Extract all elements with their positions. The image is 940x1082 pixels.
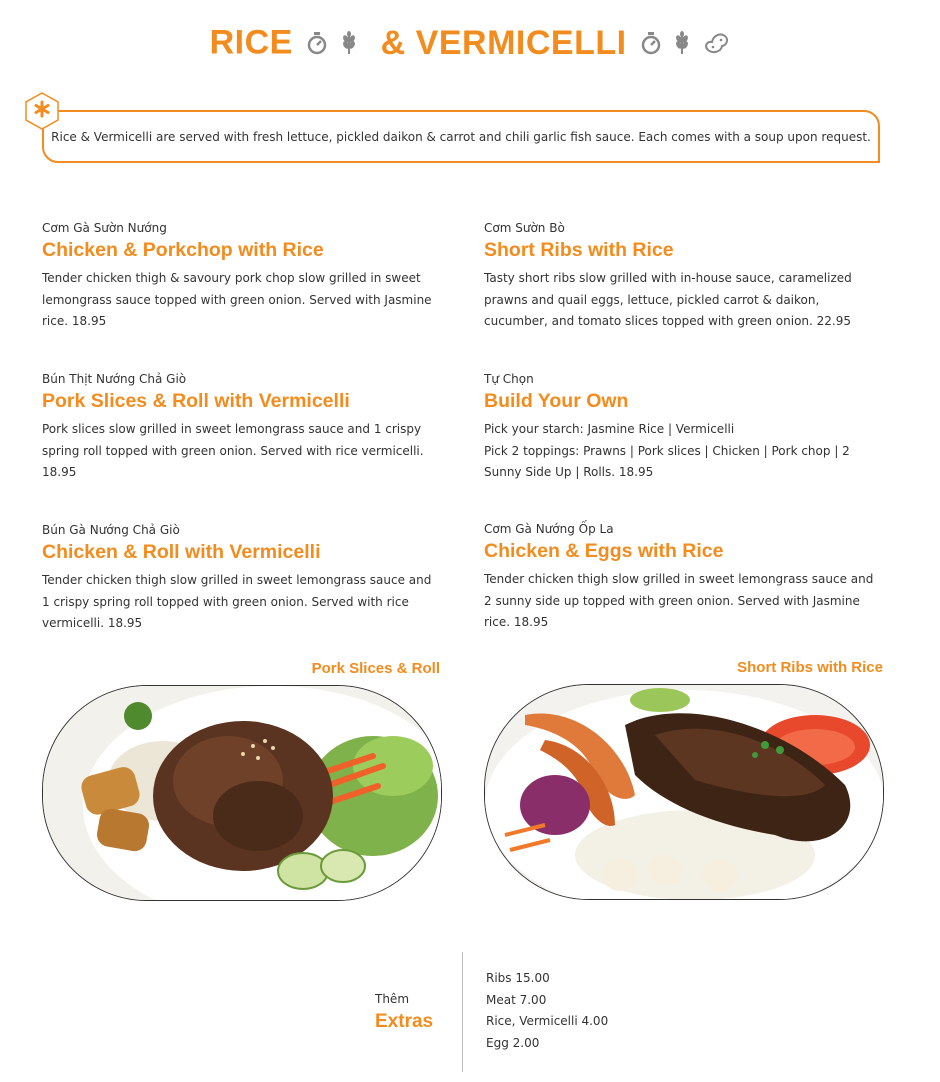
menu-item [42, 523, 442, 635]
photo-caption: Short Ribs with Rice [737, 659, 883, 676]
extras-line: Egg 2.00 [486, 1035, 540, 1050]
extras-line: Meat 7.00 [486, 992, 547, 1007]
menu-item [42, 221, 442, 333]
item-description: Tasty short ribs slow grilled with in-house sauce, caramelized prawns and quail eggs, lettuce, pickled carrot & daikon, cucumber, and tomato slices topped with green onion. 22.95 [484, 271, 852, 328]
title-part1: RICE [209, 23, 293, 62]
item-name: Build Your Own [484, 390, 629, 412]
item-name: Pork Slices & Roll with Vermicelli [42, 390, 350, 412]
item-description [484, 419, 884, 484]
item-description: Tender chicken thigh slow grilled in sweet lemongrass sauce and 1 crispy spring roll topped with green onion. Served with rice vermicelli. 18.95 [42, 573, 432, 630]
peanut-icon [704, 31, 730, 55]
food-photo-short-ribs [484, 684, 884, 900]
timer-icon [307, 31, 327, 55]
item-name: Chicken & Porkchop with Rice [42, 239, 324, 261]
extras-line: Ribs 15.00 [486, 971, 550, 985]
extras-divider [462, 952, 463, 1072]
item-description-line: Pick your starch: Jasmine Rice | Vermicelli [484, 422, 735, 436]
food-photo-pork-slices [42, 685, 442, 901]
extras-line: Rice, Vermicelli 4.00 [486, 1014, 609, 1028]
title-part2: & VERMICELLI [380, 23, 627, 62]
photo-caption: Pork Slices & Roll [311, 660, 440, 677]
notice-box [42, 110, 880, 163]
wheat-icon [674, 31, 690, 55]
item-name: Short Ribs with Rice [484, 239, 674, 261]
item-description-line: Pick 2 toppings: Prawns | Pork slices | Chicken | Pork chop | 2 Sunny Side Up | Rolls. 18.95 [484, 443, 850, 479]
notice-text: Rice & Vermicelli are served with fresh lettuce, pickled daikon & carrot and chili garlic fish sauce. Each comes with a soup upon request. [51, 130, 871, 144]
item-description: Tender chicken thigh slow grilled in sweet lemongrass sauce and 2 sunny side up topped with green onion. Served with Jasmine rice. 18.95 [484, 572, 874, 629]
item-description: Tender chicken thigh & savoury pork chop slow grilled in sweet lemongrass sauce topped with green onion. Served with Jasmine rice. 18.95 [42, 271, 432, 328]
item-viet-name: Cơm Gà Nướng Ốp La [484, 522, 614, 536]
menu-item [484, 522, 884, 634]
extras-list [486, 968, 608, 1054]
item-viet-name: Cơm Gà Sườn Nướng [42, 221, 167, 235]
asterisk-hexagon-icon [23, 92, 61, 130]
page-title [0, 22, 940, 63]
item-viet-name: Bún Thịt Nướng Chả Giò [42, 372, 187, 386]
extras-viet-label: Thêm [375, 992, 410, 1006]
item-name: Chicken & Eggs with Rice [484, 540, 724, 562]
extras-title: Extras [375, 1011, 434, 1032]
item-viet-name: Cơm Sườn Bò [484, 221, 565, 235]
menu-item [484, 372, 884, 484]
item-viet-name: Bún Gà Nướng Chả Giò [42, 523, 180, 537]
wheat-icon [341, 31, 357, 55]
menu-item [42, 372, 442, 484]
item-name: Chicken & Roll with Vermicelli [42, 541, 321, 563]
menu-item [484, 221, 884, 333]
item-description: Pork slices slow grilled in sweet lemongrass sauce and 1 crispy spring roll topped with green onion. Served with rice vermicelli. 18.95 [42, 422, 424, 479]
timer-icon [641, 31, 661, 55]
item-viet-name: Tự Chọn [484, 372, 534, 386]
